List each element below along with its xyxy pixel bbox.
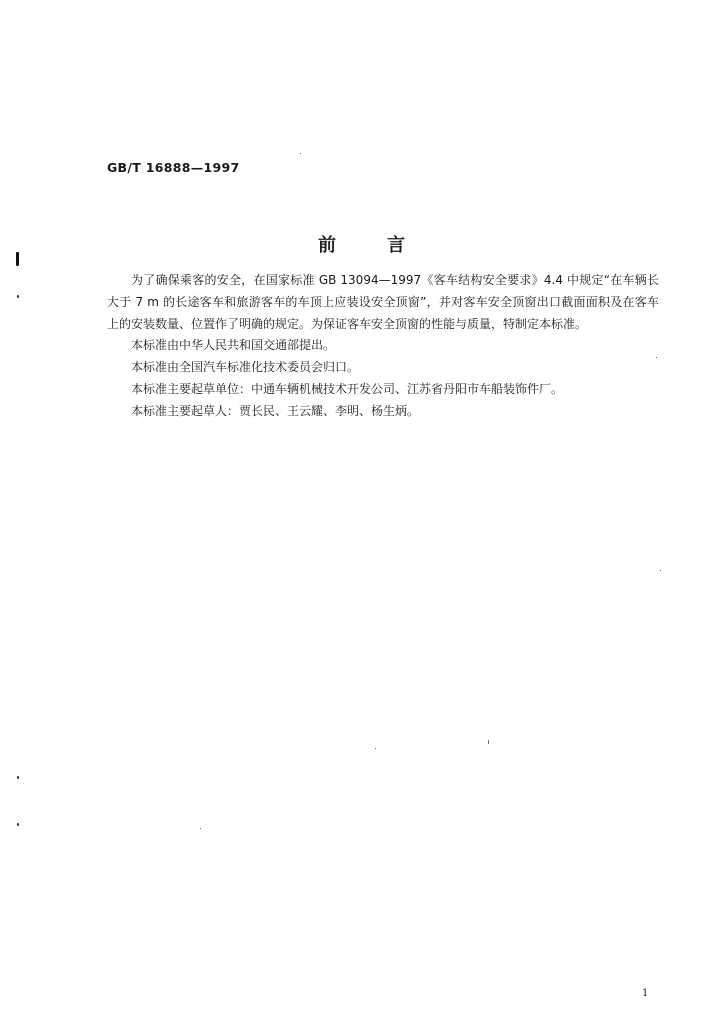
scan-mark [16,252,19,266]
scan-mark [488,740,489,744]
title-char-1: 前 [318,235,337,256]
scan-mark [200,828,201,829]
scan-mark [17,823,19,826]
page-title [0,231,724,257]
scan-mark [656,357,657,358]
scan-mark [300,153,301,154]
foreword-paragraph-purpose: 为了确保乘客的安全，在国家标准 GB 13094—1997《客车结构安全要求》4.4 中规定“在车辆长大于 7 m 的长途客车和旅游客车的车顶上应装设安全顶窗”，并对客车安全顶窗出口截面面积及在客车上的安装数量、位置作了明确的规定。为保证客车安全顶窗的性能与质量，特制定本标准。 [107,273,659,331]
foreword-body [107,270,659,423]
page-number: 1 [642,988,649,999]
foreword-paragraph-committee: 本标准由全国汽车标准化技术委员会归口。 [131,360,360,375]
standard-code: GB/T 16888—1997 [107,160,240,175]
scan-mark [17,776,19,779]
foreword-paragraph-proposer: 本标准由中华人民共和国交通部提出。 [131,338,336,353]
scan-mark [660,570,661,571]
title-char-2: 言 [387,235,406,256]
scan-mark [17,295,19,298]
foreword-paragraph-drafting-units: 本标准主要起草单位：中通车辆机械技术开发公司、江苏省丹阳市车船装饰件厂。 [131,381,564,396]
foreword-paragraph-drafters: 本标准主要起草人：贾长民、王云耀、李明、杨生炳。 [131,403,420,418]
scan-mark [375,748,376,749]
